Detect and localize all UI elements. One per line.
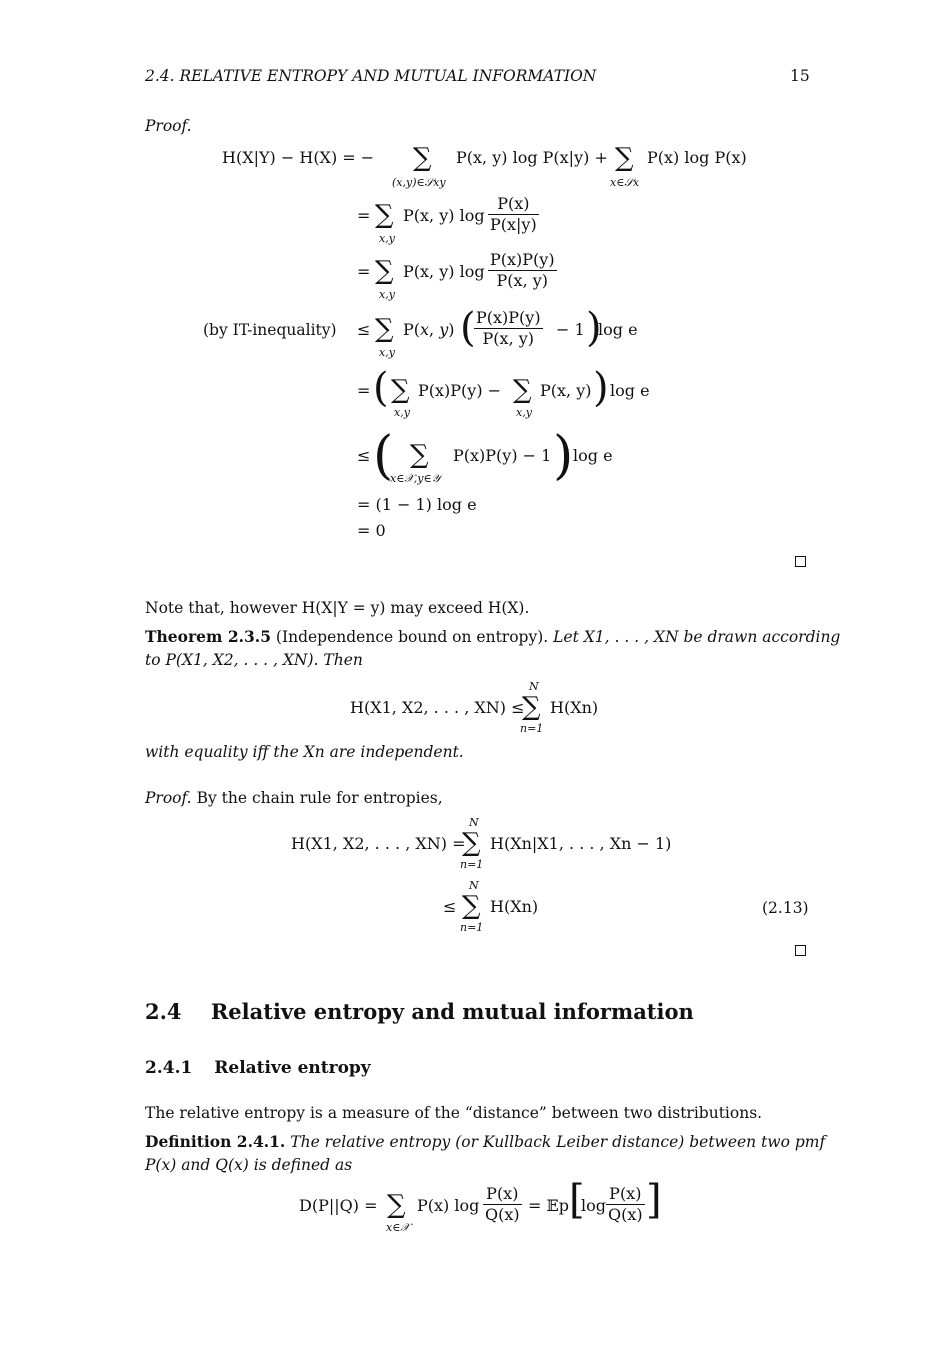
- theorem-after: with equality iff the Xn are independent.: [145, 743, 464, 761]
- definition-eq-lhs: D(P||Q) =: [299, 1196, 378, 1215]
- definition-text-a: The relative entropy (or Kullback Leiber distance) between two pmf: [290, 1133, 826, 1151]
- log-e: log e: [610, 381, 650, 400]
- sum-symbol: ∑: [522, 692, 541, 722]
- proof1-line6-a: P(x)P(y) − 1: [453, 446, 552, 465]
- sub-xy: x,y: [379, 288, 395, 301]
- theorem-line1: [145, 627, 840, 647]
- right-paren: ): [553, 426, 574, 486]
- running-header-title: 2.4. RELATIVE ENTROPY AND MUTUAL INFORMATION: [145, 67, 597, 85]
- section-heading: [145, 999, 694, 1024]
- sum-symbol: ∑: [513, 375, 532, 405]
- paragraph: The relative entropy is a measure of the “distance” between two distributions.: [145, 1104, 763, 1122]
- right-paren: ): [586, 305, 602, 351]
- note-text: Note that, however H(X|Y = y) may exceed H(X).: [145, 599, 530, 617]
- proof1-term1: P(x, y) log P(x|y) +: [456, 148, 608, 167]
- sum-symbol: ∑: [615, 143, 634, 173]
- section-number: 2.4: [145, 999, 182, 1024]
- fraction-numerator: P(x): [488, 194, 539, 215]
- fraction-denominator: Q(x): [485, 1205, 520, 1224]
- proof2-eq-lhs: H(X1, X2, . . . , XN) =: [291, 834, 466, 853]
- definition-expectation: = 𝔼p: [528, 1196, 569, 1215]
- theorem-statement-b: to P(X1, X2, . . . , XN). Then: [145, 651, 363, 669]
- theorem-eq-lhs: H(X1, X2, . . . , XN) ≤: [350, 698, 525, 717]
- definition-eq-sub: x∈𝒳: [386, 1221, 410, 1234]
- qed-box: [795, 556, 806, 567]
- proof1-line8: = 0: [357, 521, 386, 540]
- proof2-text: By the chain rule for entropies,: [196, 789, 443, 807]
- definition-log: log: [581, 1196, 606, 1215]
- sum-symbol: ∑: [391, 375, 410, 405]
- sum-upper: N: [469, 816, 479, 829]
- proof1-term2: P(x) log P(x): [647, 148, 747, 167]
- proof1-line1: [222, 148, 374, 167]
- fraction-denominator: P(x|y): [490, 215, 537, 234]
- fraction-denominator: P(x, y): [482, 329, 535, 348]
- sum-lower: n=1: [460, 921, 484, 934]
- sum-symbol: ∑: [410, 440, 429, 470]
- sum-upper: N: [469, 879, 479, 892]
- equation-number: (2.13): [762, 899, 809, 917]
- subsection-number: 2.4.1: [145, 1058, 193, 1078]
- sub-xy: x,y: [394, 406, 410, 419]
- proof1-line5-a: P(x)P(y) −: [418, 381, 502, 400]
- subsection-title: Relative entropy: [214, 1058, 371, 1078]
- fraction: [472, 308, 545, 349]
- sum-symbol: ∑: [462, 891, 481, 921]
- qed-box: [795, 945, 806, 956]
- proof-label: Proof.: [145, 789, 192, 807]
- fraction-numerator: P(x): [483, 1184, 522, 1205]
- proof1-sub1: (x,y)∈𝒮xy: [392, 176, 446, 189]
- sum-symbol: ∑: [375, 200, 394, 230]
- subsection-heading: [145, 1058, 371, 1078]
- right-bracket: ]: [646, 1177, 662, 1223]
- log-e: log e: [573, 446, 613, 465]
- left-paren: (: [460, 305, 476, 351]
- sum-lower: n=1: [460, 858, 484, 871]
- proof2-eq-rhs2: H(Xn): [490, 897, 539, 916]
- proof2-line: [145, 788, 443, 808]
- right-paren: ): [593, 365, 609, 411]
- fraction: [486, 250, 559, 291]
- leq-sign: ≤: [357, 446, 371, 465]
- theorem-statement-a: Let X1, . . . , XN be drawn according: [553, 628, 841, 646]
- fraction-numerator: P(x): [606, 1184, 645, 1205]
- proof-label: Proof.: [145, 117, 192, 135]
- fraction-denominator: Q(x): [608, 1205, 643, 1224]
- leq-sign: ≤: [357, 320, 371, 339]
- sub-xy: x,y: [516, 406, 532, 419]
- proof2-eq-rhs1: H(Xn|X1, . . . , Xn − 1): [490, 834, 672, 853]
- fraction-numerator: P(x)P(y): [476, 308, 541, 327]
- sum-lower: n=1: [520, 722, 544, 735]
- sum-symbol: ∑: [375, 314, 394, 344]
- page-number: 15: [790, 67, 810, 85]
- proof1-line3-term: P(x, y) log: [403, 262, 485, 281]
- eq-sign: =: [357, 381, 371, 400]
- fraction-numerator: P(x)P(y): [490, 250, 555, 269]
- fraction: [486, 194, 541, 235]
- left-paren: (: [373, 365, 389, 411]
- proof1-sub2: x∈𝒮x: [610, 176, 640, 189]
- section-title: Relative entropy and mutual information: [210, 999, 694, 1024]
- sum-symbol: ∑: [387, 1190, 406, 1220]
- fraction-denominator: P(x, y): [496, 271, 549, 290]
- left-bracket: [: [569, 1177, 585, 1223]
- theorem-title: (Independence bound on entropy).: [275, 628, 549, 646]
- sum-symbol: ∑: [462, 828, 481, 858]
- it-inequality-annotation: (by IT-inequality): [203, 321, 337, 339]
- fraction: [604, 1184, 647, 1225]
- proof1-line7: = (1 − 1) log e: [357, 495, 477, 514]
- proof1-line6-sub: x∈𝒳,y∈𝒴: [390, 472, 441, 485]
- sub-xy: x,y: [379, 346, 395, 359]
- minus-one: − 1: [556, 320, 585, 339]
- proof1-line4-term: P(x, y): [403, 320, 455, 339]
- sub-xy: x,y: [379, 232, 395, 245]
- proof1-line5-b: P(x, y): [540, 381, 592, 400]
- sum-upper: N: [529, 680, 539, 693]
- definition-text-b: P(x) and Q(x) is defined as: [145, 1156, 353, 1174]
- log-e: log e: [598, 320, 638, 339]
- theorem-label: Theorem 2.3.5: [145, 627, 271, 646]
- definition-eq-mid: P(x) log: [417, 1196, 480, 1215]
- eq-sign: =: [357, 206, 371, 225]
- sum-symbol: ∑: [375, 256, 394, 286]
- eq-sign: =: [357, 262, 371, 281]
- theorem-eq-rhs: H(Xn): [550, 698, 599, 717]
- definition-line1: [145, 1132, 825, 1152]
- proof1-line2-term: P(x, y) log: [403, 206, 485, 225]
- leq-sign: ≤: [443, 897, 457, 916]
- proof1-lhs: H(X|Y) − H(X) = −: [222, 148, 375, 167]
- fraction: [481, 1184, 524, 1225]
- sum-symbol: ∑: [413, 143, 432, 173]
- definition-label: Definition 2.4.1.: [145, 1132, 286, 1151]
- left-paren: (: [373, 426, 394, 486]
